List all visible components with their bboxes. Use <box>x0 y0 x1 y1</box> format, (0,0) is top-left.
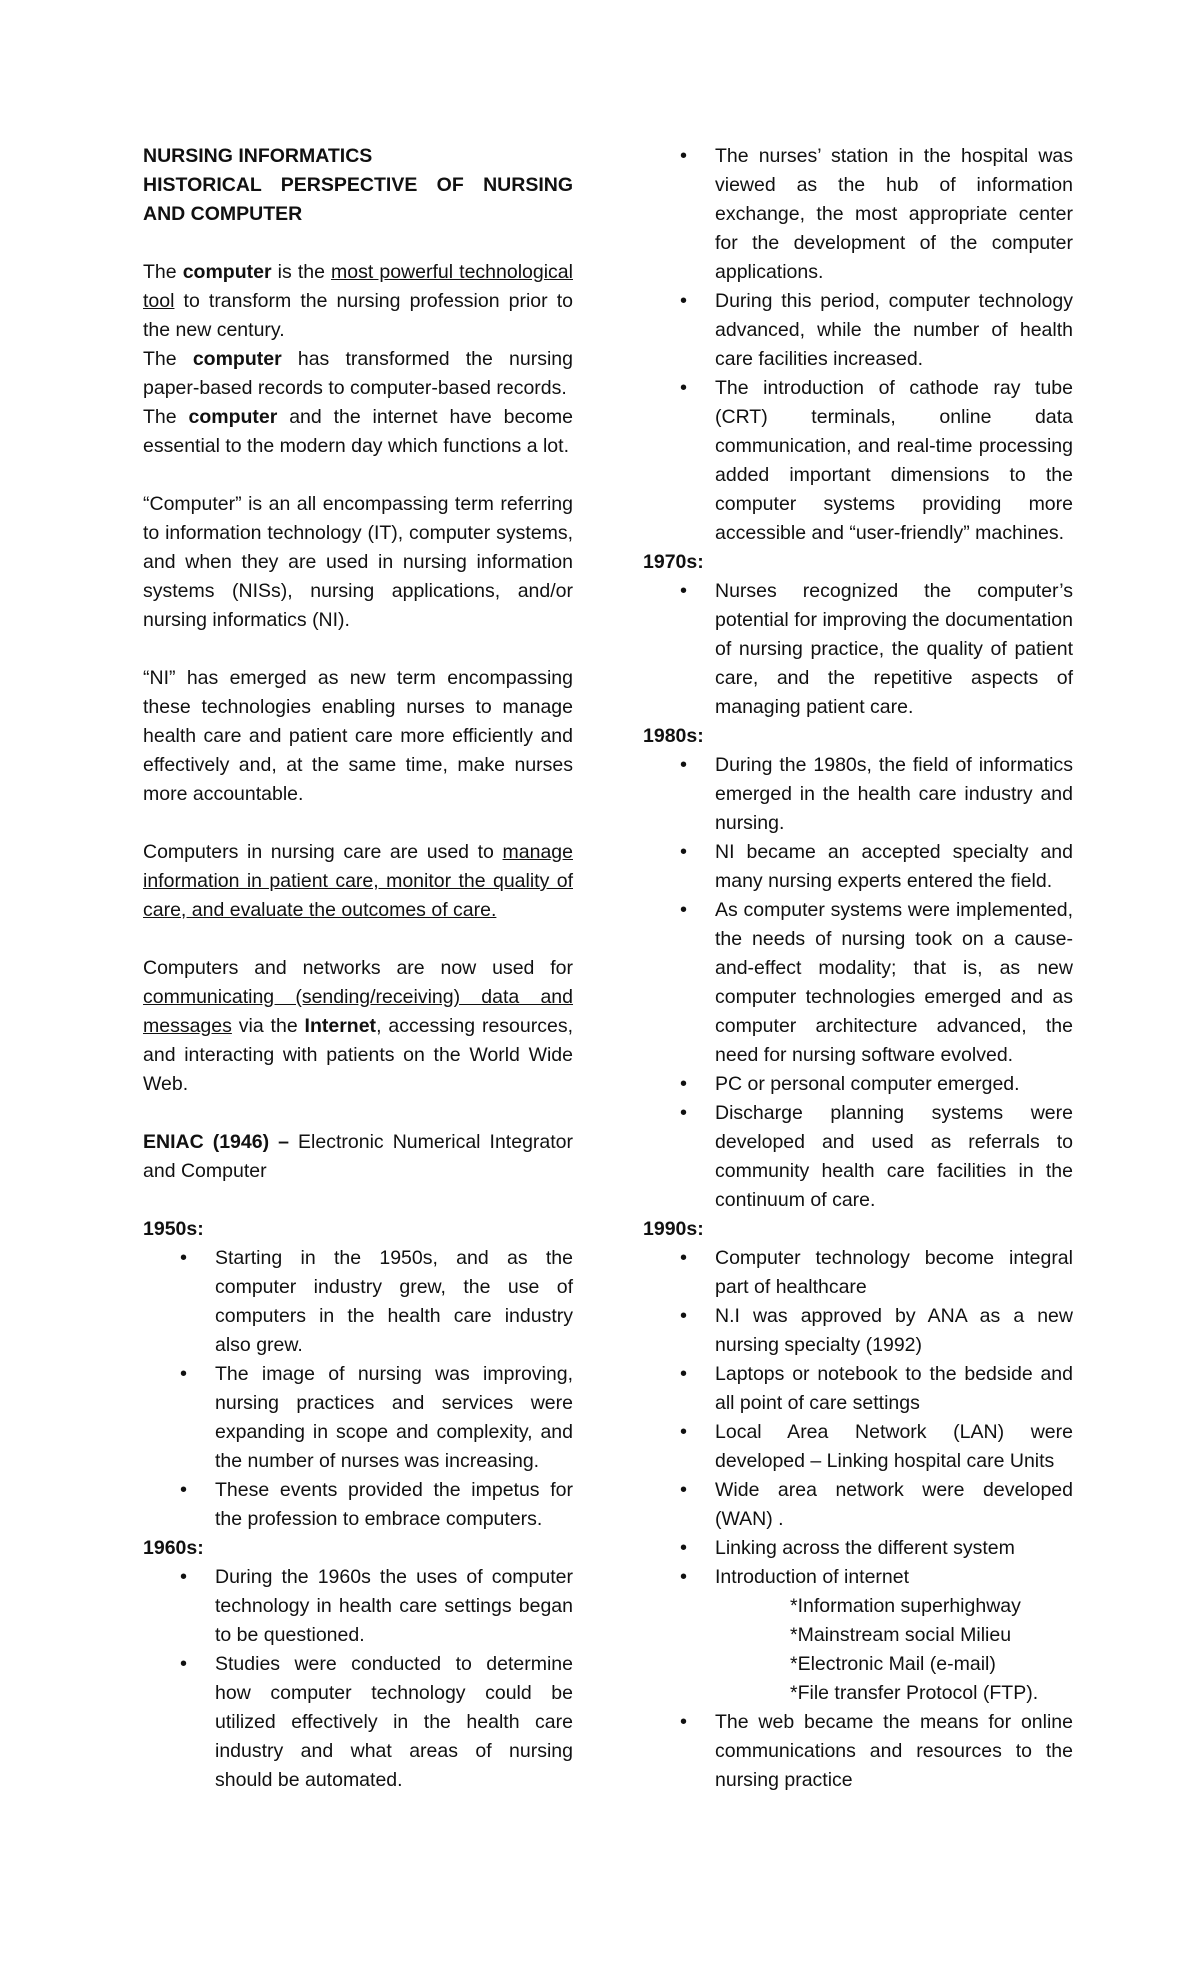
list-item: • Laptops or notebook to the bedside and all point of care settings <box>715 1360 1073 1418</box>
list-1960s-part-2 <box>643 142 1073 548</box>
list-item: • During this period, computer technology advanced, while the number of health care facilities increased. <box>715 287 1073 374</box>
list-item: • During the 1980s, the field of informatics emerged in the health care industry and nursing. <box>715 751 1073 838</box>
list-item: • NI became an accepted specialty and many nursing experts entered the field. <box>715 838 1073 896</box>
sublist-item: *Electronic Mail (e-mail) <box>790 1653 996 1675</box>
computers-in-nursing-paragraph: Computers in nursing care are used to manage information in patient care, monitor the quality of care, and evaluate the outcomes of care. <box>143 841 573 921</box>
right-column <box>643 142 1073 1795</box>
list-item: • Discharge planning systems were developed and used as referrals to community health care facilities in the continuum of care. <box>715 1099 1073 1215</box>
list-1990s <box>643 1244 1073 1795</box>
document-title <box>143 142 573 229</box>
title-line-2: HISTORICAL PERSPECTIVE OF NURSING AND COMPUTER <box>143 174 573 225</box>
list-item: • During the 1960s the uses of computer technology in health care settings began to be questioned. <box>215 1563 573 1650</box>
list-1980s <box>643 751 1073 1215</box>
computer-definition-paragraph: “Computer” is an all encompassing term referring to information technology (IT), computer systems, and when they are used in nursing information systems (NISs), nursing applications, and/or nursing informatics (NI). <box>143 493 573 631</box>
list-1960s-part-1 <box>143 1563 573 1795</box>
sublist-item: *Information superhighway <box>790 1595 1021 1617</box>
heading-1980s: 1980s: <box>643 725 704 747</box>
sublist-item: *Mainstream social Milieu <box>790 1624 1012 1646</box>
list-item: • The web became the means for online communications and resources to the nursing practice <box>715 1708 1073 1795</box>
list-item: • Introduction of internet *Information superhighway *Mainstream social Milieu *Electronic Mail (e-mail) *File transfer Protocol (FTP). <box>715 1563 1073 1708</box>
intro-paragraph-1: The computer is the most powerful technological tool to transform the nursing profession prior to the new century. <box>143 261 573 341</box>
list-item: • As computer systems were implemented, the needs of nursing took on a cause-and-effect modality; that is, as new computer technologies emerged and as computer architecture advanced, the need for nursing software evolved. <box>715 896 1073 1070</box>
intro-paragraph-3: The computer and the internet have become essential to the modern day which functions a lot. <box>143 406 573 457</box>
intro-paragraph-2: The computer has transformed the nursing paper-based records to computer-based records. <box>143 348 573 399</box>
list-1950s <box>143 1244 573 1534</box>
list-item: • The nurses’ station in the hospital was viewed as the hub of information exchange, the most appropriate center for the development of the computer applications. <box>715 142 1073 287</box>
list-item: • Nurses recognized the computer’s potential for improving the documentation of nursing practice, the quality of patient care, and the repetitive aspects of managing patient care. <box>715 577 1073 722</box>
title-line-1: NURSING INFORMATICS <box>143 145 373 167</box>
list-item: • Wide area network were developed (WAN) . <box>715 1476 1073 1534</box>
list-item: • Starting in the 1950s, and as the computer industry grew, the use of computers in the health care industry also grew. <box>215 1244 573 1360</box>
heading-1970s: 1970s: <box>643 551 704 573</box>
heading-1990s: 1990s: <box>643 1218 704 1240</box>
sublist-item: *File transfer Protocol (FTP). <box>790 1682 1039 1704</box>
list-item: • These events provided the impetus for the profession to embrace computers. <box>215 1476 573 1534</box>
list-1970s <box>643 577 1073 722</box>
list-item: • PC or personal computer emerged. <box>715 1070 1073 1099</box>
list-item: • The introduction of cathode ray tube (CRT) terminals, online data communication, and real-time processing added important dimensions to the computer systems providing more accessible and “user-friendly” machines. <box>715 374 1073 548</box>
list-item: • Computer technology become integral part of healthcare <box>715 1244 1073 1302</box>
list-item: • The image of nursing was improving, nursing practices and services were expanding in scope and complexity, and the number of nurses was increasing. <box>215 1360 573 1476</box>
emphasis-underline: most powerful technological tool <box>143 261 573 312</box>
left-column <box>143 142 573 1795</box>
list-item: • Studies were conducted to determine how computer technology could be utilized effectively in the health care industry and what areas of nursing should be automated. <box>215 1650 573 1795</box>
heading-1960s: 1960s: <box>143 1537 204 1559</box>
internet-sublist <box>715 1592 1073 1708</box>
heading-1950s: 1950s: <box>143 1218 204 1240</box>
list-item: • N.I was approved by ANA as a new nursing specialty (1992) <box>715 1302 1073 1360</box>
ni-definition-paragraph: “NI” has emerged as new term encompassing these technologies enabling nurses to manage health care and patient care more efficiently and effectively and, at the same time, make nurses more accountable. <box>143 667 573 805</box>
list-item: • Local Area Network (LAN) were developed – Linking hospital care Units <box>715 1418 1073 1476</box>
eniac-paragraph: ENIAC (1946) – Electronic Numerical Integrator and Computer <box>143 1131 574 1182</box>
list-item: • Linking across the different system <box>715 1534 1073 1563</box>
computers-networks-paragraph: Computers and networks are now used for communicating (sending/receiving) data and messages via the Internet, accessing resources, and interacting with patients on the World Wide Web. <box>143 957 573 1095</box>
